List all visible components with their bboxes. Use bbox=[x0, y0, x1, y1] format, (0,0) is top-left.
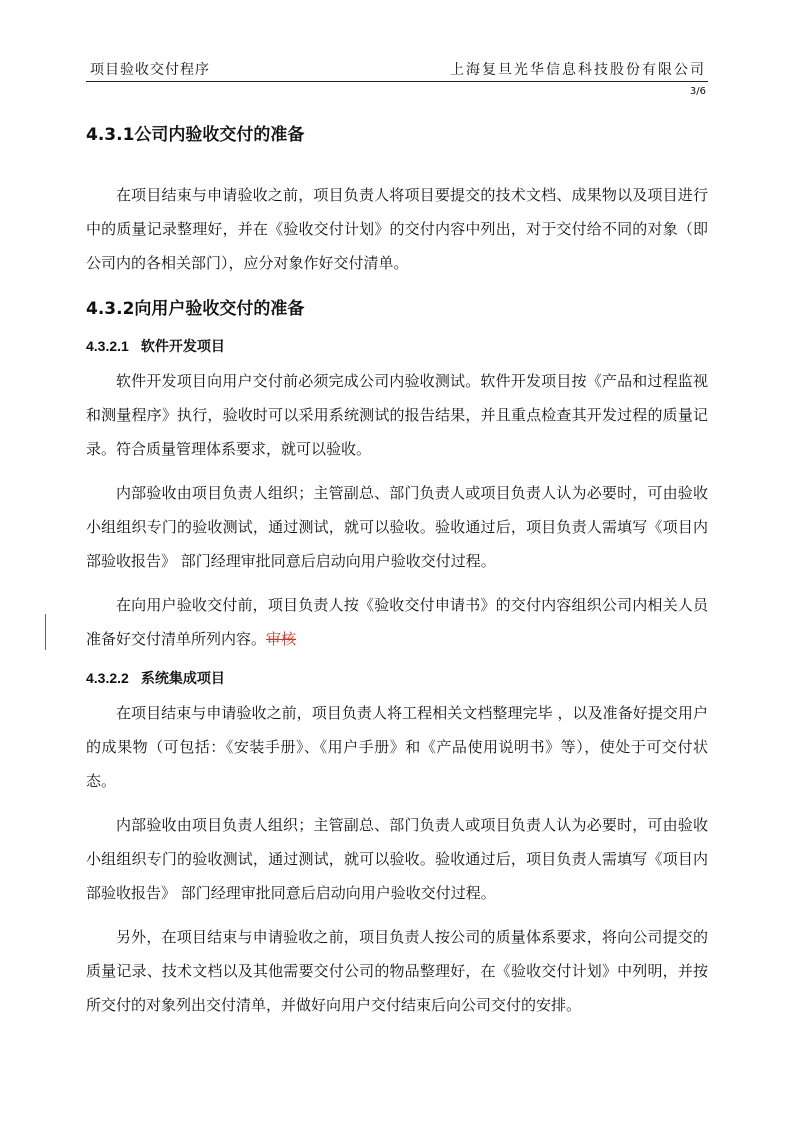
header-company-name: 上海复旦光华信息科技股份有限公司 bbox=[450, 62, 706, 78]
subsection-number: 4.3.2.2 bbox=[86, 670, 129, 686]
paragraph-text: 在向用户验收交付前，项目负责人按《验收交付申请书》的交付内容组织公司内相关人员准备好交付清单所列内容。 bbox=[86, 596, 708, 648]
section-heading-4-3-1: 4.3.1公司内验收交付的准备 bbox=[86, 125, 305, 145]
page-header bbox=[86, 55, 708, 82]
subsection-number: 4.3.2.1 bbox=[86, 338, 129, 354]
section-heading-4-3-2: 4.3.2向用户验收交付的准备 bbox=[86, 299, 305, 319]
deleted-text-track-change: 审核 bbox=[266, 630, 297, 648]
paragraph-with-revision bbox=[86, 588, 708, 656]
subsection-title: 系统集成项目 bbox=[140, 670, 225, 686]
page-number: 3/6 bbox=[689, 86, 706, 97]
paragraph: 在项目结束与申请验收之前，项目负责人将工程相关文档整理完毕 ，以及准备好提交用户的成果物（可包括：《安装手册》、《用户手册》和《产品使用说明书》等），使处于可交付状态。 bbox=[86, 704, 708, 790]
subsection-title: 软件开发项目 bbox=[140, 338, 225, 354]
paragraph: 另外，在项目结束与申请验收之前，项目负责人按公司的质量体系要求，将向公司提交的质量记录、技术文档以及其他需要交付公司的物品整理好，在《验收交付计划》中列明，并按所交付的对象列出交付清单，并做好向用户交付结束后向公司交付的安排。 bbox=[86, 928, 708, 1014]
revision-change-bar bbox=[45, 614, 46, 650]
subsection-heading-4-3-2-2 bbox=[86, 666, 708, 690]
subsection-heading-4-3-2-1 bbox=[86, 334, 708, 358]
document-body bbox=[86, 120, 708, 1022]
paragraph: 内部验收由项目负责人组织；主管副总、部门负责人或项目负责人认为必要时，可由验收小组组织专门的验收测试，通过测试，就可以验收。验收通过后，项目负责人需填写《项目内部验收报告》 部门经理审批同意后启动向用户验收交付过程。 bbox=[86, 484, 708, 570]
header-doc-title: 项目验收交付程序 bbox=[90, 62, 210, 78]
paragraph: 软件开发项目向用户交付前必须完成公司内验收测试。软件开发项目按《产品和过程监视和测量程序》执行，验收时可以采用系统测试的报告结果，并且重点检查其开发过程的质量记录。符合质量管理体系要求，就可以验收。 bbox=[86, 372, 708, 458]
paragraph: 内部验收由项目负责人组织；主管副总、部门负责人或项目负责人认为必要时，可由验收小组组织专门的验收测试，通过测试，就可以验收。验收通过后，项目负责人需填写《项目内部验收报告》 部门经理审批同意后启动向用户验收交付过程。 bbox=[86, 816, 708, 902]
paragraph: 在项目结束与申请验收之前，项目负责人将项目要提交的技术文档、成果物以及项目进行中的质量记录整理好，并在《验收交付计划》的交付内容中列出，对于交付给不同的对象（即公司内的各相关部门），应分对象作好交付清单。 bbox=[86, 186, 708, 272]
